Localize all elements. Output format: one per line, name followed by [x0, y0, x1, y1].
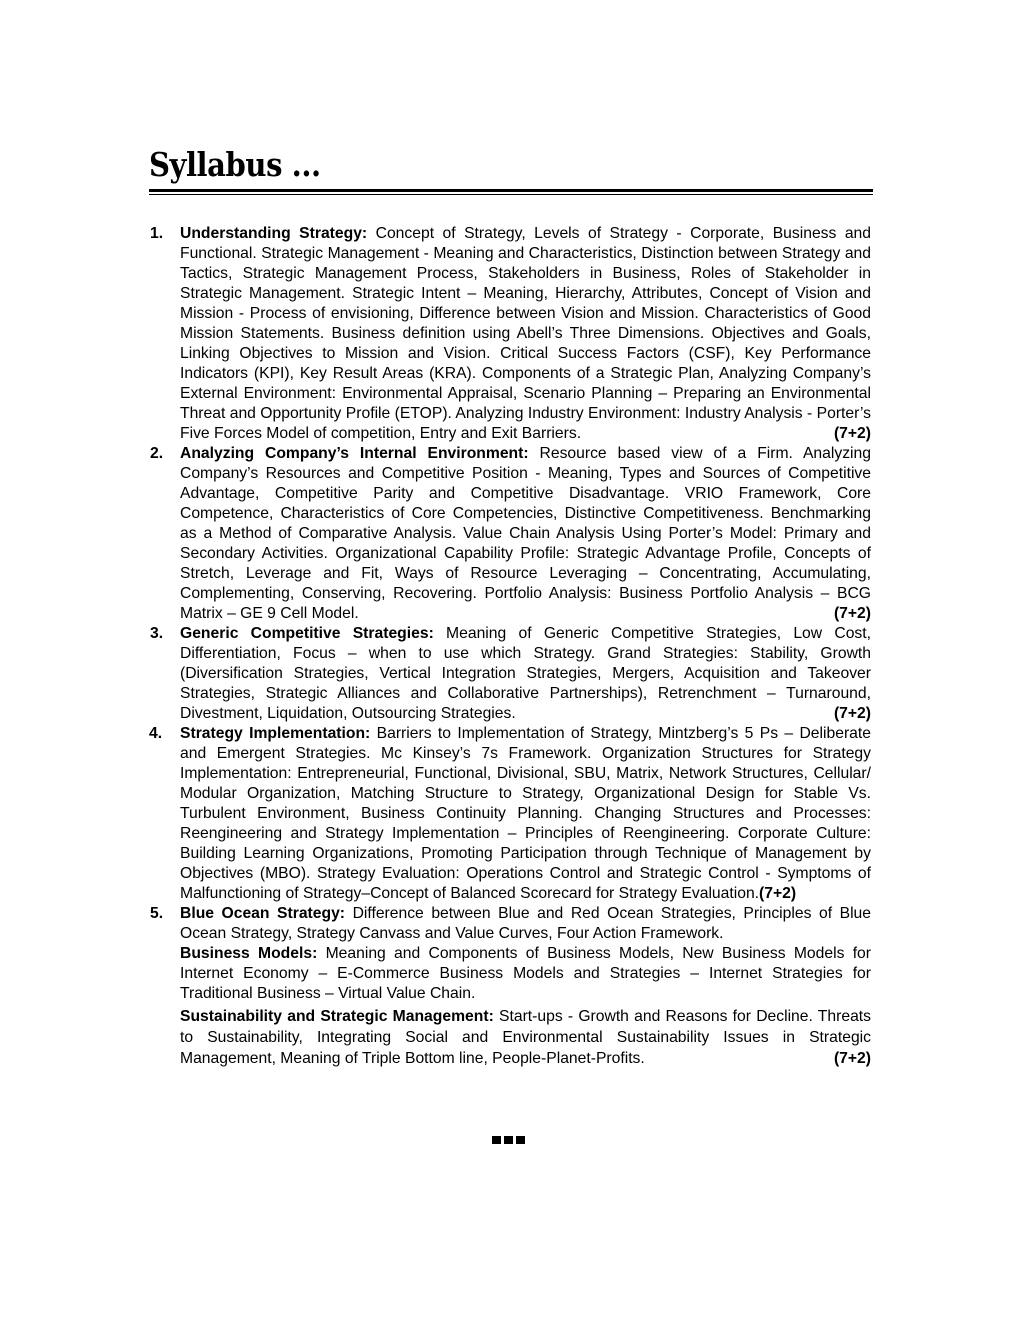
syllabus-unit	[149, 904, 871, 1069]
end-of-section-icon	[492, 1136, 525, 1144]
unit-marks: (7+2)	[833, 1050, 871, 1067]
unit-text: Meaning of Generic Competitive Strategies, Low Cost, Differentiation, Focus – when to use which Strategy. Grand Strategies: Stability, Growth (Diversification Strategies, Vertical Integration Strategies, Mergers, Acquisition and Takeover Strategies, Strategic Alliances and Collaborative Partnerships), Retrenchment – Turnaround, Divestment, Liquidation, Outsourcing Strategies.	[180, 625, 871, 722]
unit-paragraph	[180, 1006, 871, 1069]
unit-text: Barriers to Implementation of Strategy, Mintzberg’s 5 Ps – Deliberate and Emergent Strategies. Mc Kinsey’s 7s Framework. Organization Structures for Strategy Implementation: Entrepreneurial, Functional, Divisional, SBU, Matrix, Network Structures, Cellular/ Modular Organization, Matching Structure to Strategy, Organizational Design for Stable Vs. Turbulent Environment, Business Continuity Planning. Changing Structures and Processes: Reengineering and Strategy Implementation – Principles of Reengineering. Corporate Culture: Building Learning Organizations, Promoting Participation through Technique of Management by Objectives (MBO). Strategy Evaluation: Operations Control and Strategic Control - Symptoms of Malfunctioning of Strategy–Concept of Balanced Scorecard for Strategy Evaluation.	[180, 725, 871, 902]
unit-marks: (7+2)	[833, 705, 871, 722]
unit-paragraph	[180, 724, 871, 904]
unit-marks: (7+2)	[833, 605, 871, 622]
unit-number: 3.	[150, 625, 164, 642]
syllabus-list	[149, 224, 871, 1069]
unit-paragraph	[180, 944, 871, 1004]
unit-title: Blue Ocean Strategy:	[180, 905, 346, 922]
unit-paragraph	[180, 624, 871, 724]
unit-title: Sustainability and Strategic Management:	[180, 1008, 494, 1025]
unit-text: Resource based view of a Firm. Analyzing Company’s Resources and Competitive Position - Meaning, Types and Sources of Competitive Advantage, Competitive Parity and Competitive Disadvantage. VRIO Framework, Core Competence, Characteristics of Core Competencies, Distinctive Competitiveness. Benchmarking as a Method of Comparative Analysis. Value Chain Analysis Using Porter’s Model: Primary and Secondary Activities. Organizational Capability Profile: Strategic Advantage Profile, Concepts of Stretch, Leverage and Fit, Ways of Resource Leveraging – Concentrating, Accumulating, Complementing, Conserving, Recovering. Portfolio Analysis: Business Portfolio Analysis – BCG Matrix – GE 9 Cell Model.	[180, 445, 871, 622]
unit-title: Strategy Implementation:	[180, 725, 371, 742]
syllabus-unit	[149, 444, 871, 624]
unit-text: Meaning and Components of Business Models, New Business Models for Internet Economy – E-Commerce Business Models and Strategies – Internet Strategies for Traditional Business – Virtual Value Chain.	[180, 945, 872, 1002]
unit-number: 4.	[149, 725, 163, 742]
unit-marks: (7+2)	[833, 425, 871, 442]
unit-number: 2.	[150, 445, 164, 462]
unit-text: Concept of Strategy, Levels of Strategy - Corporate, Business and Functional. Strategic Management - Meaning and Characteristics, Distinction between Strategy and Tactics, Strategic Management Process, Stakeholders in Business, Roles of Stakeholder in Strategic Management. Strategic Intent – Meaning, Hierarchy, Attributes, Concept of Vision and Mission - Process of envisioning, Difference between Vision and Mission. Characteristics of Good Mission Statements. Business definition using Abell’s Three Dimensions. Objectives and Goals, Linking Objectives to Mission and Vision. Critical Success Factors (CSF), Key Performance Indicators (KPI), Key Result Areas (KRA). Components of a Strategic Plan, Analyzing Company’s External Environment: Environmental Appraisal, Scenario Planning – Preparing an Environmental Threat and Opportunity Profile (ETOP). Analyzing Industry Environment: Industry Analysis - Porter’s Five Forces Model of competition, Entry and Exit Barriers.	[180, 225, 871, 442]
syllabus-unit	[149, 624, 871, 724]
unit-title: Business Models:	[180, 945, 318, 962]
page-title: Syllabus ...	[149, 145, 321, 184]
unit-title: Analyzing Company’s Internal Environment:	[180, 445, 529, 462]
square-icon	[492, 1136, 501, 1144]
unit-paragraph	[180, 904, 871, 944]
square-icon	[516, 1136, 525, 1144]
title-rule-thin	[149, 194, 873, 195]
syllabus-unit	[149, 224, 871, 444]
unit-paragraph	[180, 224, 871, 444]
title-rule-thick	[149, 189, 873, 192]
unit-text: Difference between Blue and Red Ocean Strategies, Principles of Blue Ocean Strategy, Strategy Canvass and Value Curves, Four Action Framework.	[180, 905, 871, 942]
unit-text: Start-ups - Growth and Reasons for Decline. Threats to Sustainability, Integrating Social and Environmental Sustainability Issues in Strategic Management, Meaning of Triple Bottom line, People-Planet-Profits.	[180, 1008, 871, 1067]
unit-marks: (7+2)	[759, 885, 797, 902]
unit-title: Understanding Strategy:	[180, 225, 368, 242]
syllabus-unit	[149, 724, 871, 904]
unit-number: 1.	[150, 225, 164, 242]
unit-title: Generic Competitive Strategies:	[180, 625, 434, 642]
unit-number: 5.	[150, 905, 164, 922]
unit-paragraph	[180, 444, 871, 624]
square-icon	[504, 1136, 513, 1144]
